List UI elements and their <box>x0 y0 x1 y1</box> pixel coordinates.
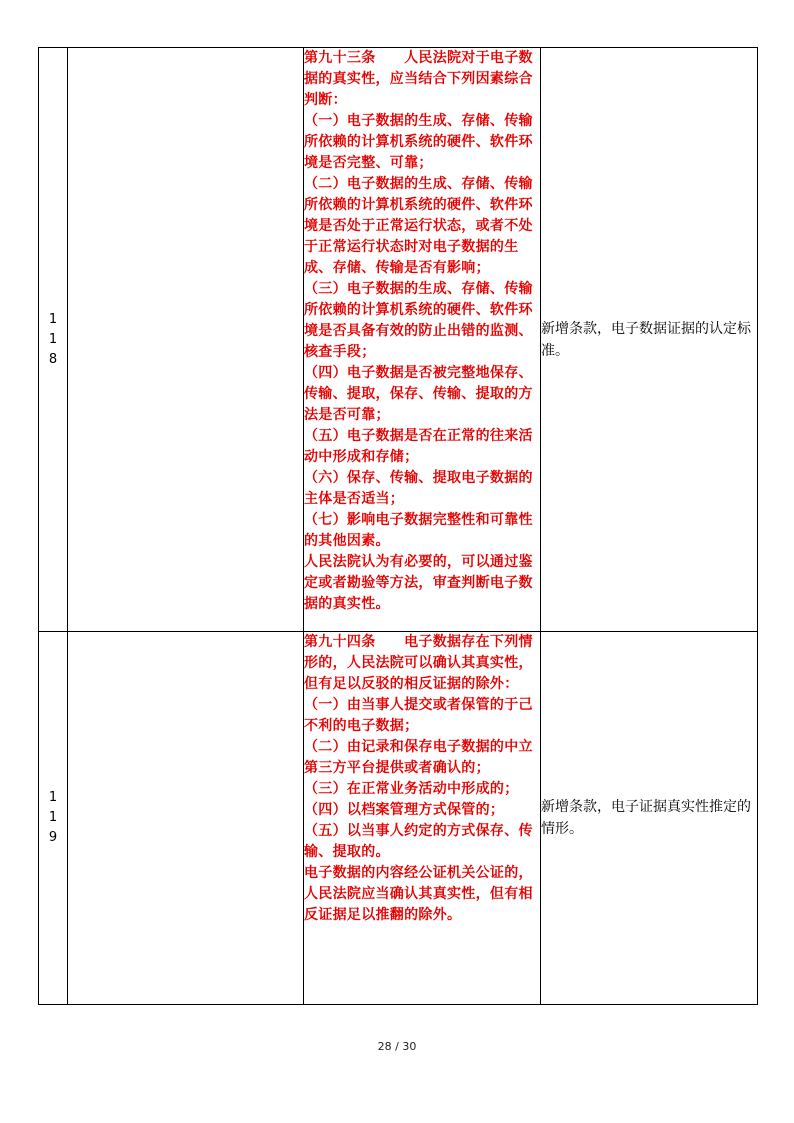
new-provision-cell <box>304 48 541 632</box>
provision-line: （四）电子数据是否被完整地保存、传输、提取，保存、传输、提取的方法是否可靠； <box>304 365 533 423</box>
provision-line: （一）电子数据的生成、存储、传输所依赖的计算机系统的硬件、软件环境是否完整、可靠； <box>304 113 533 171</box>
provision-line: （一）由当事人提交或者保管的于己不利的电子数据； <box>304 697 533 734</box>
note-cell: 新增条款，电子证据真实性推定的情形。 <box>541 632 758 1005</box>
provision-line: （二）电子数据的生成、存储、传输所依赖的计算机系统的硬件、软件环境是否处于正常运行状态，或者不处于正常运行状态时对电子数据的生成、存储、传输是否有影响； <box>304 176 533 276</box>
row-number-digit: 1 <box>48 810 58 825</box>
comparison-table <box>38 47 758 1005</box>
old-provision-cell <box>68 632 304 1005</box>
row-number-cell <box>39 48 68 632</box>
row-number-digit: 1 <box>48 790 58 805</box>
table-row <box>39 48 758 632</box>
old-provision-cell <box>68 48 304 632</box>
provision-line: （四）以档案管理方式保管的； <box>304 802 505 818</box>
row-number-digit: 8 <box>48 351 58 367</box>
provision-line: （三）电子数据的生成、存储、传输所依赖的计算机系统的硬件、软件环境是否具备有效的防止出错的监测、核查手段； <box>304 281 533 360</box>
row-number-digit: 1 <box>48 331 58 347</box>
provision-line: （三）在正常业务活动中形成的； <box>304 781 519 797</box>
row-number-digit: 9 <box>48 830 58 845</box>
table-row <box>39 632 758 1005</box>
new-provision-cell <box>304 632 541 1005</box>
note-cell: 新增条款，电子数据证据的认定标准。 <box>541 48 758 632</box>
provision-line: （五）电子数据是否在正常的往来活动中形成和存储； <box>304 428 533 465</box>
provision-line: （五）以当事人约定的方式保存、传输、提取的。 <box>304 823 533 860</box>
provision-line: 第九十四条 电子数据存在下列情形的，人民法院可以确认其真实性，但有足以反驳的相反证据的除外： <box>304 634 533 692</box>
row-number-cell <box>39 632 68 1005</box>
provision-line: 人民法院认为有必要的，可以通过鉴定或者勘验等方法，审查判断电子数据的真实性。 <box>304 554 533 612</box>
row-number-digit: 1 <box>48 311 58 327</box>
provision-line: （七）影响电子数据完整性和可靠性的其他因素。 <box>304 512 533 549</box>
provision-line: （二）由记录和保存电子数据的中立第三方平台提供或者确认的； <box>304 739 533 776</box>
provision-line: （六）保存、传输、提取电子数据的主体是否适当； <box>304 470 533 507</box>
provision-line: 电子数据的内容经公证机关公证的，人民法院应当确认其真实性，但有相反证据足以推翻的除外。 <box>304 865 533 923</box>
provision-line: 第九十三条 人民法院对于电子数据的真实性，应当结合下列因素综合判断： <box>304 50 533 108</box>
page-number: 28 / 30 <box>377 1040 417 1053</box>
